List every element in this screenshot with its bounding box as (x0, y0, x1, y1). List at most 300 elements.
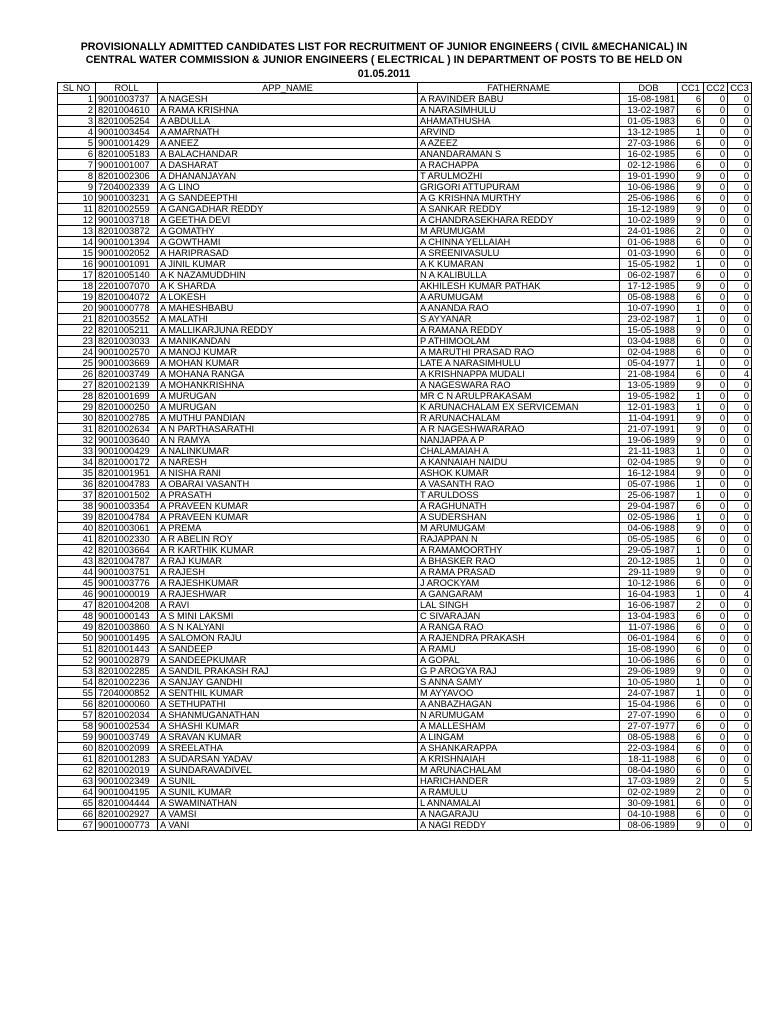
cell-sl-no: 22 (58, 325, 96, 336)
cell-app-name: A SREELATHA (158, 743, 418, 754)
cell-cc2: 0 (704, 798, 728, 809)
cell-roll: 8201003061 (96, 523, 158, 534)
cell-sl-no: 54 (58, 677, 96, 688)
cell-cc1: 9 (678, 380, 704, 391)
col-header-cc3: CC3 (728, 83, 752, 94)
cell-cc2: 0 (704, 413, 728, 424)
cell-dob: 08-06-1989 (620, 820, 678, 831)
cell-cc1: 6 (678, 149, 704, 160)
cell-roll: 8201002785 (96, 413, 158, 424)
cell-dob: 02-02-1989 (620, 787, 678, 798)
cell-roll: 8201004610 (96, 105, 158, 116)
cell-cc2: 0 (704, 215, 728, 226)
cell-cc3: 0 (728, 204, 752, 215)
cell-cc3: 0 (728, 314, 752, 325)
cell-app-name: A ANEEZ (158, 138, 418, 149)
cell-cc3: 0 (728, 655, 752, 666)
cell-sl-no: 7 (58, 160, 96, 171)
table-row (58, 105, 752, 116)
cell-app-name: A K NAZAMUDDHIN (158, 270, 418, 281)
cell-cc2: 0 (704, 468, 728, 479)
cell-sl-no: 13 (58, 226, 96, 237)
cell-roll: 8201003860 (96, 622, 158, 633)
cell-fathername: A CHINNA YELLAIAH (418, 237, 620, 248)
cell-sl-no: 48 (58, 611, 96, 622)
cell-cc3: 0 (728, 523, 752, 534)
cell-cc2: 0 (704, 677, 728, 688)
cell-app-name: A NALINKUMAR (158, 446, 418, 457)
cell-roll: 9001003737 (96, 94, 158, 105)
cell-cc3: 0 (728, 534, 752, 545)
cell-fathername: A ARUMUGAM (418, 292, 620, 303)
cell-app-name: A SANJAY GANDHI (158, 677, 418, 688)
cell-cc2: 0 (704, 743, 728, 754)
cell-cc2: 0 (704, 424, 728, 435)
table-row (58, 666, 752, 677)
cell-cc2: 0 (704, 622, 728, 633)
cell-app-name: A ABDULLA (158, 116, 418, 127)
cell-cc2: 0 (704, 809, 728, 820)
cell-app-name: A G LINO (158, 182, 418, 193)
cell-roll: 9001000143 (96, 611, 158, 622)
cell-cc2: 0 (704, 237, 728, 248)
cell-dob: 10-02-1989 (620, 215, 678, 226)
table-row (58, 809, 752, 820)
document-title (40, 41, 728, 81)
cell-fathername: A RAMANA REDDY (418, 325, 620, 336)
cell-dob: 02-04-1988 (620, 347, 678, 358)
cell-dob: 23-02-1987 (620, 314, 678, 325)
table-header-row (58, 83, 752, 94)
cell-cc2: 0 (704, 446, 728, 457)
cell-cc2: 0 (704, 193, 728, 204)
table-row (58, 204, 752, 215)
cell-dob: 19-05-1982 (620, 391, 678, 402)
cell-cc2: 0 (704, 710, 728, 721)
cell-app-name: A BALACHANDAR (158, 149, 418, 160)
cell-cc2: 0 (704, 457, 728, 468)
cell-cc2: 0 (704, 127, 728, 138)
cell-app-name: A RAMA KRISHNA (158, 105, 418, 116)
cell-roll: 9001003231 (96, 193, 158, 204)
cell-sl-no: 43 (58, 556, 96, 567)
table-row (58, 380, 752, 391)
cell-sl-no: 51 (58, 644, 96, 655)
cell-roll: 8201005211 (96, 325, 158, 336)
cell-cc1: 9 (678, 413, 704, 424)
cell-cc2: 0 (704, 512, 728, 523)
col-header-dob: DOB (620, 83, 678, 94)
cell-cc3: 0 (728, 787, 752, 798)
cell-fathername: A VASANTH RAO (418, 479, 620, 490)
cell-app-name: A VAMSI (158, 809, 418, 820)
cell-sl-no: 8 (58, 171, 96, 182)
cell-cc2: 0 (704, 776, 728, 787)
cell-fathername: R ARUNACHALAM (418, 413, 620, 424)
cell-app-name: A MOHANKRISHNA (158, 380, 418, 391)
cell-cc1: 6 (678, 622, 704, 633)
cell-cc1: 1 (678, 402, 704, 413)
table-row (58, 776, 752, 787)
cell-cc2: 0 (704, 754, 728, 765)
cell-roll: 9001000019 (96, 589, 158, 600)
cell-fathername: K ARUNACHALAM EX SERVICEMAN (418, 402, 620, 413)
cell-cc3: 0 (728, 391, 752, 402)
cell-fathername: RAJAPPAN N (418, 534, 620, 545)
cell-fathername: MR C N ARULPRAKASAM (418, 391, 620, 402)
cell-cc1: 6 (678, 138, 704, 149)
table-row (58, 457, 752, 468)
cell-app-name: A JINIL KUMAR (158, 259, 418, 270)
cell-cc3: 0 (728, 325, 752, 336)
cell-roll: 9001003718 (96, 215, 158, 226)
cell-dob: 16-02-1985 (620, 149, 678, 160)
cell-cc2: 0 (704, 787, 728, 798)
table-row (58, 523, 752, 534)
cell-app-name: A GOMATHY (158, 226, 418, 237)
cell-roll: 9001001091 (96, 259, 158, 270)
table-row (58, 512, 752, 523)
cell-cc3: 0 (728, 259, 752, 270)
cell-dob: 05-05-1985 (620, 534, 678, 545)
cell-cc3: 0 (728, 127, 752, 138)
cell-cc1: 9 (678, 457, 704, 468)
cell-roll: 9001001394 (96, 237, 158, 248)
cell-fathername: A RAVINDER BABU (418, 94, 620, 105)
cell-roll: 8201004783 (96, 479, 158, 490)
cell-cc2: 0 (704, 523, 728, 534)
cell-fathername: A BHASKER RAO (418, 556, 620, 567)
cell-cc2: 0 (704, 105, 728, 116)
cell-cc1: 6 (678, 798, 704, 809)
cell-sl-no: 10 (58, 193, 96, 204)
cell-roll: 9001003749 (96, 732, 158, 743)
cell-fathername: A RAMULU (418, 787, 620, 798)
cell-sl-no: 53 (58, 666, 96, 677)
cell-cc1: 9 (678, 666, 704, 677)
cell-fathername: A MARUTHI PRASAD RAO (418, 347, 620, 358)
cell-fathername: S AYYANAR (418, 314, 620, 325)
table-row (58, 248, 752, 259)
cell-cc2: 0 (704, 270, 728, 281)
cell-cc2: 0 (704, 281, 728, 292)
cell-dob: 04-10-1988 (620, 809, 678, 820)
cell-roll: 9001001007 (96, 160, 158, 171)
cell-sl-no: 62 (58, 765, 96, 776)
cell-dob: 11-07-1986 (620, 622, 678, 633)
cell-app-name: A SANDEEPKUMAR (158, 655, 418, 666)
cell-fathername: A SANKAR REDDY (418, 204, 620, 215)
title-line-1: PROVISIONALLY ADMITTED CANDIDATES LIST FOR RECRUITMENT OF JUNIOR ENGINEERS ( CIVIL &MECHANICAL) IN (80, 41, 688, 53)
cell-app-name: A PRASATH (158, 490, 418, 501)
cell-dob: 08-05-1988 (620, 732, 678, 743)
cell-roll: 7204002339 (96, 182, 158, 193)
cell-cc2: 0 (704, 248, 728, 259)
table-row (58, 677, 752, 688)
cell-dob: 05-04-1977 (620, 358, 678, 369)
table-row (58, 501, 752, 512)
cell-sl-no: 42 (58, 545, 96, 556)
cell-dob: 30-09-1981 (620, 798, 678, 809)
cell-fathername: C SIVARAJAN (418, 611, 620, 622)
cell-cc3: 0 (728, 721, 752, 732)
cell-dob: 15-05-1982 (620, 259, 678, 270)
cell-sl-no: 58 (58, 721, 96, 732)
cell-cc3: 0 (728, 237, 752, 248)
cell-roll: 8201002285 (96, 666, 158, 677)
cell-cc2: 0 (704, 303, 728, 314)
cell-dob: 15-12-1989 (620, 204, 678, 215)
cell-cc1: 6 (678, 578, 704, 589)
cell-fathername: A GANGARAM (418, 589, 620, 600)
cell-sl-no: 39 (58, 512, 96, 523)
cell-cc1: 6 (678, 534, 704, 545)
cell-roll: 9001002052 (96, 248, 158, 259)
cell-app-name: A NARESH (158, 457, 418, 468)
cell-sl-no: 65 (58, 798, 96, 809)
cell-dob: 02-04-1985 (620, 457, 678, 468)
cell-app-name: A NISHA RANI (158, 468, 418, 479)
table-row (58, 479, 752, 490)
table-row (58, 237, 752, 248)
cell-sl-no: 5 (58, 138, 96, 149)
cell-sl-no: 18 (58, 281, 96, 292)
cell-cc1: 2 (678, 776, 704, 787)
cell-cc2: 0 (704, 336, 728, 347)
table-row (58, 644, 752, 655)
cell-sl-no: 21 (58, 314, 96, 325)
cell-app-name: A MANOJ KUMAR (158, 347, 418, 358)
cell-fathername: N A KALIBULLA (418, 270, 620, 281)
cell-sl-no: 33 (58, 446, 96, 457)
cell-fathername: A ANBAZHAGAN (418, 699, 620, 710)
cell-cc2: 0 (704, 171, 728, 182)
cell-sl-no: 17 (58, 270, 96, 281)
table-row (58, 534, 752, 545)
cell-roll: 9001000429 (96, 446, 158, 457)
cell-cc1: 6 (678, 710, 704, 721)
cell-sl-no: 50 (58, 633, 96, 644)
cell-roll: 9001001429 (96, 138, 158, 149)
cell-cc3: 0 (728, 732, 752, 743)
cell-cc1: 2 (678, 600, 704, 611)
cell-dob: 06-02-1987 (620, 270, 678, 281)
cell-dob: 16-12-1984 (620, 468, 678, 479)
cell-roll: 8201003033 (96, 336, 158, 347)
cell-fathername: A SREENIVASULU (418, 248, 620, 259)
cell-cc1: 6 (678, 732, 704, 743)
cell-sl-no: 9 (58, 182, 96, 193)
cell-cc2: 0 (704, 369, 728, 380)
table-row (58, 798, 752, 809)
cell-sl-no: 6 (58, 149, 96, 160)
cell-dob: 03-04-1988 (620, 336, 678, 347)
cell-sl-no: 52 (58, 655, 96, 666)
cell-dob: 10-07-1990 (620, 303, 678, 314)
cell-fathername: A RAMAMOORTHY (418, 545, 620, 556)
cell-cc1: 6 (678, 94, 704, 105)
cell-cc2: 0 (704, 380, 728, 391)
cell-cc3: 0 (728, 303, 752, 314)
table-row (58, 611, 752, 622)
cell-fathername: A KRISHNAIAH (418, 754, 620, 765)
table-row (58, 622, 752, 633)
cell-sl-no: 3 (58, 116, 96, 127)
table-row (58, 358, 752, 369)
cell-roll: 8201005254 (96, 116, 158, 127)
cell-dob: 13-12-1985 (620, 127, 678, 138)
cell-cc1: 1 (678, 259, 704, 270)
cell-fathername: M ARUMUGAM (418, 523, 620, 534)
title-line-3: 01.05.2011 (357, 67, 411, 80)
cell-app-name: A MURUGAN (158, 402, 418, 413)
cell-roll: 9001001495 (96, 633, 158, 644)
cell-cc3: 0 (728, 666, 752, 677)
table-row (58, 765, 752, 776)
cell-cc2: 0 (704, 358, 728, 369)
cell-fathername: A RAJENDRA PRAKASH (418, 633, 620, 644)
cell-dob: 01-06-1988 (620, 237, 678, 248)
cell-dob: 27-07-1977 (620, 721, 678, 732)
cell-cc2: 0 (704, 765, 728, 776)
cell-cc3: 0 (728, 215, 752, 226)
cell-cc1: 6 (678, 237, 704, 248)
cell-cc2: 0 (704, 688, 728, 699)
cell-fathername: A CHANDRASEKHARA REDDY (418, 215, 620, 226)
cell-sl-no: 11 (58, 204, 96, 215)
cell-roll: 9001002534 (96, 721, 158, 732)
cell-cc3: 0 (728, 545, 752, 556)
cell-dob: 15-08-1981 (620, 94, 678, 105)
table-row (58, 303, 752, 314)
cell-cc2: 0 (704, 545, 728, 556)
cell-cc1: 6 (678, 270, 704, 281)
cell-fathername: A NAGESWARA RAO (418, 380, 620, 391)
cell-cc2: 0 (704, 721, 728, 732)
cell-dob: 25-06-1987 (620, 490, 678, 501)
cell-cc3: 0 (728, 754, 752, 765)
cell-roll: 8201002306 (96, 171, 158, 182)
cell-cc2: 0 (704, 94, 728, 105)
cell-cc1: 1 (678, 314, 704, 325)
cell-roll: 9001002879 (96, 655, 158, 666)
cell-cc2: 0 (704, 314, 728, 325)
cell-cc1: 6 (678, 644, 704, 655)
table-row (58, 116, 752, 127)
cell-fathername: A MALLESHAM (418, 721, 620, 732)
cell-dob: 17-03-1989 (620, 776, 678, 787)
cell-sl-no: 29 (58, 402, 96, 413)
table-row (58, 688, 752, 699)
cell-cc1: 6 (678, 160, 704, 171)
cell-app-name: A RAVI (158, 600, 418, 611)
cell-app-name: A N RAMYA (158, 435, 418, 446)
cell-cc3: 0 (728, 677, 752, 688)
cell-roll: 8201002634 (96, 424, 158, 435)
cell-dob: 21-11-1983 (620, 446, 678, 457)
cell-cc3: 0 (728, 710, 752, 721)
cell-fathername: S ANNA SAMY (418, 677, 620, 688)
cell-app-name: A VANI (158, 820, 418, 831)
cell-dob: 19-06-1989 (620, 435, 678, 446)
cell-app-name: A RAJESHKUMAR (158, 578, 418, 589)
cell-cc1: 6 (678, 193, 704, 204)
cell-app-name: A RAJESHWAR (158, 589, 418, 600)
cell-cc1: 9 (678, 215, 704, 226)
cell-app-name: A MALATHI (158, 314, 418, 325)
cell-cc1: 6 (678, 369, 704, 380)
cell-dob: 10-12-1986 (620, 578, 678, 589)
cell-roll: 8201003749 (96, 369, 158, 380)
cell-app-name: A R KARTHIK KUMAR (158, 545, 418, 556)
cell-dob: 27-03-1986 (620, 138, 678, 149)
cell-cc1: 1 (678, 479, 704, 490)
cell-roll: 8201001951 (96, 468, 158, 479)
cell-cc3: 0 (728, 622, 752, 633)
cell-roll: 8201002559 (96, 204, 158, 215)
cell-cc3: 0 (728, 435, 752, 446)
table-row (58, 721, 752, 732)
table-row (58, 413, 752, 424)
cell-dob: 24-01-1986 (620, 226, 678, 237)
cell-fathername: P ATHIMOOLAM (418, 336, 620, 347)
cell-cc1: 6 (678, 611, 704, 622)
cell-app-name: A MAHESHBABU (158, 303, 418, 314)
cell-sl-no: 30 (58, 413, 96, 424)
cell-sl-no: 61 (58, 754, 96, 765)
cell-cc2: 0 (704, 666, 728, 677)
cell-cc3: 0 (728, 512, 752, 523)
col-header-fathername: FATHERNAME (418, 83, 620, 94)
cell-cc3: 0 (728, 446, 752, 457)
cell-fathername: A ANANDA RAO (418, 303, 620, 314)
cell-roll: 8201004787 (96, 556, 158, 567)
cell-roll: 8201004784 (96, 512, 158, 523)
cell-dob: 05-08-1988 (620, 292, 678, 303)
cell-dob: 24-07-1987 (620, 688, 678, 699)
cell-fathername: A RAMU (418, 644, 620, 655)
table-row (58, 578, 752, 589)
cell-roll: 9001002349 (96, 776, 158, 787)
cell-cc1: 6 (678, 765, 704, 776)
col-header-cc1: CC1 (678, 83, 704, 94)
table-row (58, 314, 752, 325)
cell-cc2: 0 (704, 347, 728, 358)
cell-cc1: 1 (678, 358, 704, 369)
cell-cc3: 0 (728, 424, 752, 435)
table-row (58, 600, 752, 611)
cell-cc3: 4 (728, 589, 752, 600)
cell-roll: 8201000250 (96, 402, 158, 413)
cell-app-name: A DHANANJAYAN (158, 171, 418, 182)
cell-cc3: 0 (728, 182, 752, 193)
cell-cc2: 0 (704, 556, 728, 567)
cell-app-name: A SETHUPATHI (158, 699, 418, 710)
cell-cc2: 0 (704, 732, 728, 743)
cell-cc3: 0 (728, 699, 752, 710)
cell-app-name: A SUNIL KUMAR (158, 787, 418, 798)
table-row (58, 424, 752, 435)
cell-cc1: 1 (678, 446, 704, 457)
cell-roll: 8201002330 (96, 534, 158, 545)
cell-cc2: 0 (704, 402, 728, 413)
cell-cc1: 6 (678, 699, 704, 710)
table-row (58, 754, 752, 765)
cell-roll: 8201003552 (96, 314, 158, 325)
cell-fathername: L ANNAMALAI (418, 798, 620, 809)
cell-fathername: A NAGARAJU (418, 809, 620, 820)
cell-dob: 29-05-1987 (620, 545, 678, 556)
